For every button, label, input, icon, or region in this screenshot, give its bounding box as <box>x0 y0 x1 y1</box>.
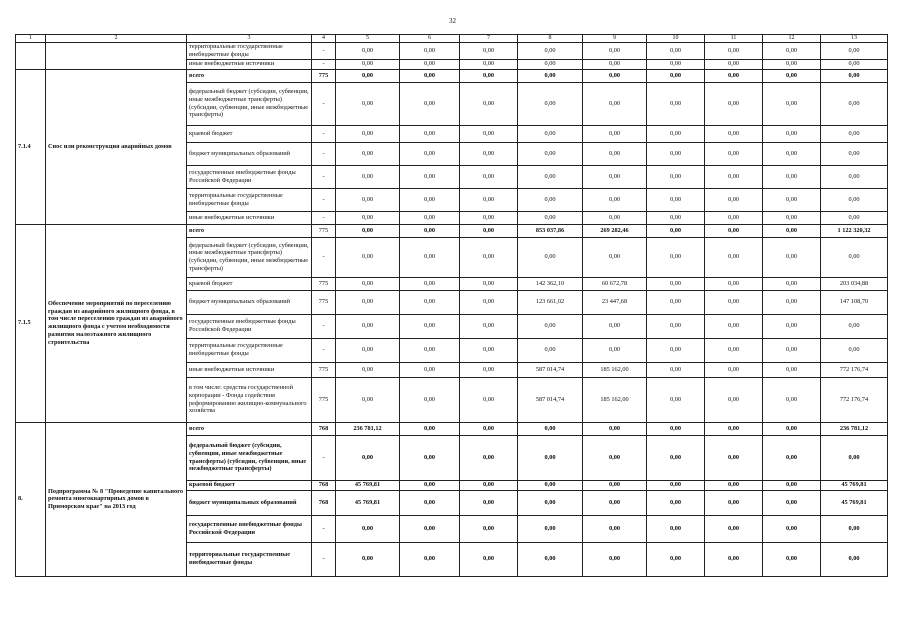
amount-cell: 0,00 <box>647 82 705 125</box>
amount-cell: 0,00 <box>460 314 518 338</box>
funding-source-label: территориальные государственные внебюджетные фонды <box>187 338 312 362</box>
amount-cell: 0,00 <box>763 188 821 211</box>
amount-cell: 0,00 <box>821 188 888 211</box>
column-number: 7 <box>460 35 518 43</box>
amount-cell: 203 034,88 <box>821 277 888 290</box>
amount-cell: 185 162,00 <box>583 362 647 377</box>
amount-cell: 0,00 <box>583 69 647 82</box>
amount-cell: 0,00 <box>705 125 763 142</box>
amount-cell: 0,00 <box>336 43 400 59</box>
funding-source-label: территориальные государственные внебюджетные фонды <box>187 542 312 576</box>
amount-cell: 0,00 <box>336 435 400 480</box>
amount-cell: 142 362,10 <box>518 277 583 290</box>
amount-cell: 0,00 <box>518 435 583 480</box>
funding-source-label: государственные внебюджетные фонды Российской Федерации <box>187 515 312 542</box>
amount-cell: 0,00 <box>763 362 821 377</box>
amount-cell: 0,00 <box>705 43 763 59</box>
amount-cell: 0,00 <box>705 237 763 277</box>
amount-cell: 0,00 <box>763 69 821 82</box>
amount-cell: 0,00 <box>400 142 460 165</box>
amount-cell: 0,00 <box>518 125 583 142</box>
column-number: 5 <box>336 35 400 43</box>
amount-cell: 0,00 <box>583 490 647 515</box>
funding-source-label: территориальные государственные внебюджетные фонды <box>187 188 312 211</box>
amount-cell: 0,00 <box>583 211 647 224</box>
amount-cell: 0,00 <box>460 224 518 237</box>
amount-cell: 0,00 <box>400 314 460 338</box>
amount-cell: 0,00 <box>583 338 647 362</box>
amount-cell: 0,00 <box>763 377 821 422</box>
budget-code: - <box>312 82 336 125</box>
amount-cell: 0,00 <box>705 490 763 515</box>
amount-cell: 0,00 <box>583 314 647 338</box>
amount-cell: 0,00 <box>647 165 705 188</box>
amount-cell: 0,00 <box>583 43 647 59</box>
amount-cell: 0,00 <box>647 290 705 314</box>
amount-cell: 185 162,00 <box>583 377 647 422</box>
amount-cell: 0,00 <box>460 490 518 515</box>
funding-source-label: в том числе: средства государственной корпорации - Фонда содействия реформированию жилищно-коммунального хозяйства <box>187 377 312 422</box>
amount-cell: 0,00 <box>336 377 400 422</box>
amount-cell: 0,00 <box>705 435 763 480</box>
budget-code: 775 <box>312 377 336 422</box>
amount-cell: 0,00 <box>647 542 705 576</box>
budget-code: 775 <box>312 69 336 82</box>
amount-cell: 0,00 <box>460 82 518 125</box>
amount-cell: 0,00 <box>647 490 705 515</box>
amount-cell: 0,00 <box>400 362 460 377</box>
amount-cell: 772 176,74 <box>821 377 888 422</box>
section-name: Подпрограмма № 8 "Проведение капитального ремонта многоквартирных домов в Приморском крае" на 2013 год <box>46 422 187 576</box>
amount-cell: 0,00 <box>460 290 518 314</box>
amount-cell: 0,00 <box>400 480 460 490</box>
amount-cell: 0,00 <box>336 314 400 338</box>
amount-cell: 0,00 <box>460 59 518 69</box>
amount-cell: 0,00 <box>400 43 460 59</box>
amount-cell: 0,00 <box>460 142 518 165</box>
amount-cell: 0,00 <box>460 69 518 82</box>
amount-cell: 0,00 <box>763 211 821 224</box>
page-number: 32 <box>449 17 456 25</box>
amount-cell: 236 781,12 <box>336 422 400 435</box>
amount-cell: 0,00 <box>763 237 821 277</box>
amount-cell: 0,00 <box>583 422 647 435</box>
column-number: 4 <box>312 35 336 43</box>
amount-cell: 0,00 <box>705 338 763 362</box>
amount-cell: 0,00 <box>460 377 518 422</box>
amount-cell: 0,00 <box>336 211 400 224</box>
amount-cell: 0,00 <box>400 125 460 142</box>
budget-code: 768 <box>312 490 336 515</box>
funding-source-label: иные внебюджетные источники <box>187 211 312 224</box>
amount-cell: 0,00 <box>518 43 583 59</box>
amount-cell: 0,00 <box>763 435 821 480</box>
amount-cell: 0,00 <box>821 43 888 59</box>
amount-cell: 0,00 <box>518 59 583 69</box>
amount-cell: 0,00 <box>400 224 460 237</box>
budget-code: - <box>312 237 336 277</box>
budget-code: - <box>312 188 336 211</box>
amount-cell: 0,00 <box>400 188 460 211</box>
table-row <box>16 422 888 435</box>
amount-cell: 0,00 <box>821 338 888 362</box>
amount-cell: 0,00 <box>705 142 763 165</box>
column-number: 13 <box>821 35 888 43</box>
amount-cell: 0,00 <box>705 277 763 290</box>
table-row <box>16 43 888 59</box>
amount-cell: 0,00 <box>336 188 400 211</box>
budget-code: 775 <box>312 290 336 314</box>
amount-cell: 0,00 <box>518 165 583 188</box>
amount-cell: 0,00 <box>705 480 763 490</box>
amount-cell: 123 661,02 <box>518 290 583 314</box>
budget-code: - <box>312 43 336 59</box>
amount-cell: 0,00 <box>647 69 705 82</box>
column-number: 12 <box>763 35 821 43</box>
amount-cell: 0,00 <box>460 237 518 277</box>
amount-cell: 0,00 <box>705 165 763 188</box>
funding-source-label: всего <box>187 224 312 237</box>
budget-code: - <box>312 59 336 69</box>
amount-cell: 0,00 <box>400 542 460 576</box>
amount-cell: 0,00 <box>705 377 763 422</box>
amount-cell: 0,00 <box>647 515 705 542</box>
amount-cell: 0,00 <box>705 362 763 377</box>
budget-table <box>15 34 888 577</box>
amount-cell: 0,00 <box>400 290 460 314</box>
amount-cell: 0,00 <box>705 314 763 338</box>
amount-cell: 0,00 <box>647 314 705 338</box>
amount-cell: 0,00 <box>336 224 400 237</box>
amount-cell: 0,00 <box>763 314 821 338</box>
amount-cell: 0,00 <box>400 277 460 290</box>
amount-cell: 0,00 <box>460 338 518 362</box>
funding-source-label: территориальные государственные внебюджетные фонды <box>187 43 312 59</box>
amount-cell: 0,00 <box>763 165 821 188</box>
budget-code: 775 <box>312 224 336 237</box>
funding-source-label: краевой бюджет <box>187 480 312 490</box>
amount-cell: 0,00 <box>400 165 460 188</box>
amount-cell: 1 122 320,32 <box>821 224 888 237</box>
amount-cell: 0,00 <box>336 59 400 69</box>
section-number: 7.1.4 <box>16 69 46 224</box>
amount-cell: 0,00 <box>583 125 647 142</box>
amount-cell: 0,00 <box>518 69 583 82</box>
amount-cell: 0,00 <box>460 422 518 435</box>
amount-cell: 0,00 <box>763 142 821 165</box>
amount-cell: 0,00 <box>336 237 400 277</box>
amount-cell: 0,00 <box>583 542 647 576</box>
amount-cell: 0,00 <box>583 188 647 211</box>
amount-cell: 45 769,81 <box>821 480 888 490</box>
budget-code: 775 <box>312 277 336 290</box>
budget-code: 768 <box>312 422 336 435</box>
amount-cell: 45 769,81 <box>336 480 400 490</box>
header-row <box>16 35 888 43</box>
amount-cell: 0,00 <box>336 125 400 142</box>
amount-cell: 0,00 <box>705 422 763 435</box>
amount-cell: 0,00 <box>460 165 518 188</box>
amount-cell: 0,00 <box>336 338 400 362</box>
funding-source-label: краевой бюджет <box>187 277 312 290</box>
amount-cell: 0,00 <box>647 377 705 422</box>
amount-cell: 0,00 <box>400 422 460 435</box>
budget-code: - <box>312 125 336 142</box>
amount-cell: 853 037,86 <box>518 224 583 237</box>
amount-cell: 0,00 <box>647 188 705 211</box>
amount-cell: 0,00 <box>763 82 821 125</box>
section-name: Снос или реконструкция аварийных домов <box>46 69 187 224</box>
amount-cell: 0,00 <box>400 211 460 224</box>
budget-code: - <box>312 338 336 362</box>
budget-code: - <box>312 435 336 480</box>
amount-cell: 0,00 <box>336 142 400 165</box>
funding-source-label: иные внебюджетные источники <box>187 362 312 377</box>
amount-cell: 587 014,74 <box>518 362 583 377</box>
amount-cell: 0,00 <box>583 82 647 125</box>
amount-cell: 0,00 <box>583 237 647 277</box>
amount-cell: 772 176,74 <box>821 362 888 377</box>
amount-cell: 0,00 <box>647 362 705 377</box>
column-number: 8 <box>518 35 583 43</box>
funding-source-label: государственные внебюджетные фонды Российской Федерации <box>187 314 312 338</box>
funding-source-label: всего <box>187 422 312 435</box>
amount-cell: 45 769,81 <box>821 490 888 515</box>
amount-cell: 0,00 <box>647 422 705 435</box>
amount-cell: 0,00 <box>647 224 705 237</box>
amount-cell: 0,00 <box>647 125 705 142</box>
amount-cell: 0,00 <box>821 59 888 69</box>
table-body <box>16 35 888 577</box>
amount-cell: 0,00 <box>336 515 400 542</box>
amount-cell: 0,00 <box>518 142 583 165</box>
table-row <box>16 224 888 237</box>
budget-code: - <box>312 165 336 188</box>
amount-cell: 0,00 <box>518 480 583 490</box>
amount-cell: 0,00 <box>763 490 821 515</box>
amount-cell: 0,00 <box>647 277 705 290</box>
amount-cell: 0,00 <box>705 290 763 314</box>
amount-cell: 0,00 <box>647 211 705 224</box>
amount-cell: 0,00 <box>821 237 888 277</box>
amount-cell: 0,00 <box>400 515 460 542</box>
amount-cell: 0,00 <box>763 224 821 237</box>
column-number: 2 <box>46 35 187 43</box>
amount-cell: 0,00 <box>460 188 518 211</box>
amount-cell: 0,00 <box>821 515 888 542</box>
amount-cell: 0,00 <box>460 435 518 480</box>
column-number: 3 <box>187 35 312 43</box>
amount-cell: 0,00 <box>583 515 647 542</box>
amount-cell: 0,00 <box>647 59 705 69</box>
amount-cell: 0,00 <box>518 542 583 576</box>
amount-cell: 0,00 <box>647 435 705 480</box>
amount-cell: 0,00 <box>336 165 400 188</box>
section-number: 7.1.5 <box>16 224 46 422</box>
amount-cell: 0,00 <box>336 277 400 290</box>
section-name: Обеспечение мероприятий по переселению граждан из аварийного жилищного фонда, в том числе переселению граждан из аварийного жилищного фонда с учетом необходимости развития малоэтажного жилищного строительства <box>46 224 187 422</box>
amount-cell: 0,00 <box>460 542 518 576</box>
amount-cell: 0,00 <box>763 422 821 435</box>
amount-cell: 0,00 <box>647 237 705 277</box>
budget-code: 775 <box>312 362 336 377</box>
amount-cell: 0,00 <box>336 290 400 314</box>
amount-cell: 0,00 <box>518 211 583 224</box>
amount-cell: 0,00 <box>821 125 888 142</box>
amount-cell: 0,00 <box>460 43 518 59</box>
amount-cell: 0,00 <box>821 69 888 82</box>
amount-cell: 0,00 <box>518 422 583 435</box>
amount-cell: 0,00 <box>821 165 888 188</box>
amount-cell: 0,00 <box>460 211 518 224</box>
funding-source-label: бюджет муниципальных образований <box>187 142 312 165</box>
amount-cell: 236 781,12 <box>821 422 888 435</box>
funding-source-label: краевой бюджет <box>187 125 312 142</box>
amount-cell: 0,00 <box>647 338 705 362</box>
amount-cell: 0,00 <box>763 290 821 314</box>
amount-cell: 0,00 <box>583 165 647 188</box>
funding-source-label: федеральный бюджет (субсидии, субвенции, иные межбюджетные трансферты) (субсидии, субвенции, иные межбюджетные трансферты) <box>187 435 312 480</box>
amount-cell: 0,00 <box>705 224 763 237</box>
amount-cell: 0,00 <box>821 211 888 224</box>
amount-cell: 0,00 <box>518 314 583 338</box>
budget-code: - <box>312 142 336 165</box>
funding-source-label: федеральный бюджет (субсидии, субвенции, иные межбюджетные трансферты) (субсидии, субвенции, иные межбюджетные трансферты) <box>187 237 312 277</box>
table-row <box>16 69 888 82</box>
funding-source-label: бюджет муниципальных образований <box>187 290 312 314</box>
amount-cell: 0,00 <box>336 362 400 377</box>
amount-cell: 23 447,68 <box>583 290 647 314</box>
amount-cell: 0,00 <box>821 314 888 338</box>
amount-cell: 0,00 <box>400 490 460 515</box>
budget-code: 768 <box>312 480 336 490</box>
amount-cell: 0,00 <box>460 125 518 142</box>
budget-code: - <box>312 314 336 338</box>
amount-cell: 0,00 <box>400 82 460 125</box>
amount-cell: 269 282,46 <box>583 224 647 237</box>
amount-cell: 0,00 <box>763 59 821 69</box>
amount-cell: 0,00 <box>763 125 821 142</box>
amount-cell: 147 108,70 <box>821 290 888 314</box>
section-name <box>46 43 187 69</box>
amount-cell: 0,00 <box>763 43 821 59</box>
amount-cell: 0,00 <box>647 480 705 490</box>
amount-cell: 0,00 <box>705 542 763 576</box>
amount-cell: 0,00 <box>705 59 763 69</box>
funding-source-label: всего <box>187 69 312 82</box>
amount-cell: 0,00 <box>705 515 763 542</box>
amount-cell: 0,00 <box>705 188 763 211</box>
amount-cell: 0,00 <box>647 142 705 165</box>
amount-cell: 0,00 <box>821 142 888 165</box>
amount-cell: 0,00 <box>821 82 888 125</box>
column-number: 6 <box>400 35 460 43</box>
amount-cell: 0,00 <box>763 480 821 490</box>
amount-cell: 0,00 <box>460 277 518 290</box>
funding-source-label: государственные внебюджетные фонды Российской Федерации <box>187 165 312 188</box>
amount-cell: 0,00 <box>763 338 821 362</box>
amount-cell: 0,00 <box>518 338 583 362</box>
budget-code: - <box>312 515 336 542</box>
amount-cell: 587 014,74 <box>518 377 583 422</box>
amount-cell: 0,00 <box>705 82 763 125</box>
amount-cell: 0,00 <box>518 82 583 125</box>
amount-cell: 0,00 <box>336 69 400 82</box>
column-number: 9 <box>583 35 647 43</box>
amount-cell: 0,00 <box>763 277 821 290</box>
amount-cell: 0,00 <box>400 69 460 82</box>
amount-cell: 0,00 <box>821 435 888 480</box>
amount-cell: 60 672,78 <box>583 277 647 290</box>
budget-code: - <box>312 211 336 224</box>
amount-cell: 0,00 <box>821 542 888 576</box>
amount-cell: 0,00 <box>336 82 400 125</box>
section-number <box>16 43 46 69</box>
amount-cell: 0,00 <box>647 43 705 59</box>
amount-cell: 0,00 <box>518 237 583 277</box>
section-number: 8. <box>16 422 46 576</box>
amount-cell: 0,00 <box>518 490 583 515</box>
amount-cell: 0,00 <box>705 69 763 82</box>
amount-cell: 0,00 <box>400 377 460 422</box>
amount-cell: 0,00 <box>583 480 647 490</box>
amount-cell: 0,00 <box>583 435 647 480</box>
funding-source-label: иные внебюджетные источники <box>187 59 312 69</box>
amount-cell: 0,00 <box>460 362 518 377</box>
amount-cell: 0,00 <box>400 435 460 480</box>
column-number: 1 <box>16 35 46 43</box>
amount-cell: 0,00 <box>763 542 821 576</box>
amount-cell: 0,00 <box>400 338 460 362</box>
funding-source-label: бюджет муниципальных образований <box>187 490 312 515</box>
amount-cell: 45 769,81 <box>336 490 400 515</box>
amount-cell: 0,00 <box>400 59 460 69</box>
amount-cell: 0,00 <box>518 515 583 542</box>
amount-cell: 0,00 <box>336 542 400 576</box>
amount-cell: 0,00 <box>763 515 821 542</box>
column-number: 11 <box>705 35 763 43</box>
column-number: 10 <box>647 35 705 43</box>
amount-cell: 0,00 <box>460 480 518 490</box>
funding-source-label: федеральный бюджет (субсидии, субвенции, иные межбюджетные трансферты) (субсидии, субвенции, иные межбюджетные трансферты) <box>187 82 312 125</box>
budget-code: - <box>312 542 336 576</box>
amount-cell: 0,00 <box>400 237 460 277</box>
amount-cell: 0,00 <box>583 142 647 165</box>
amount-cell: 0,00 <box>460 515 518 542</box>
amount-cell: 0,00 <box>518 188 583 211</box>
amount-cell: 0,00 <box>583 59 647 69</box>
amount-cell: 0,00 <box>705 211 763 224</box>
